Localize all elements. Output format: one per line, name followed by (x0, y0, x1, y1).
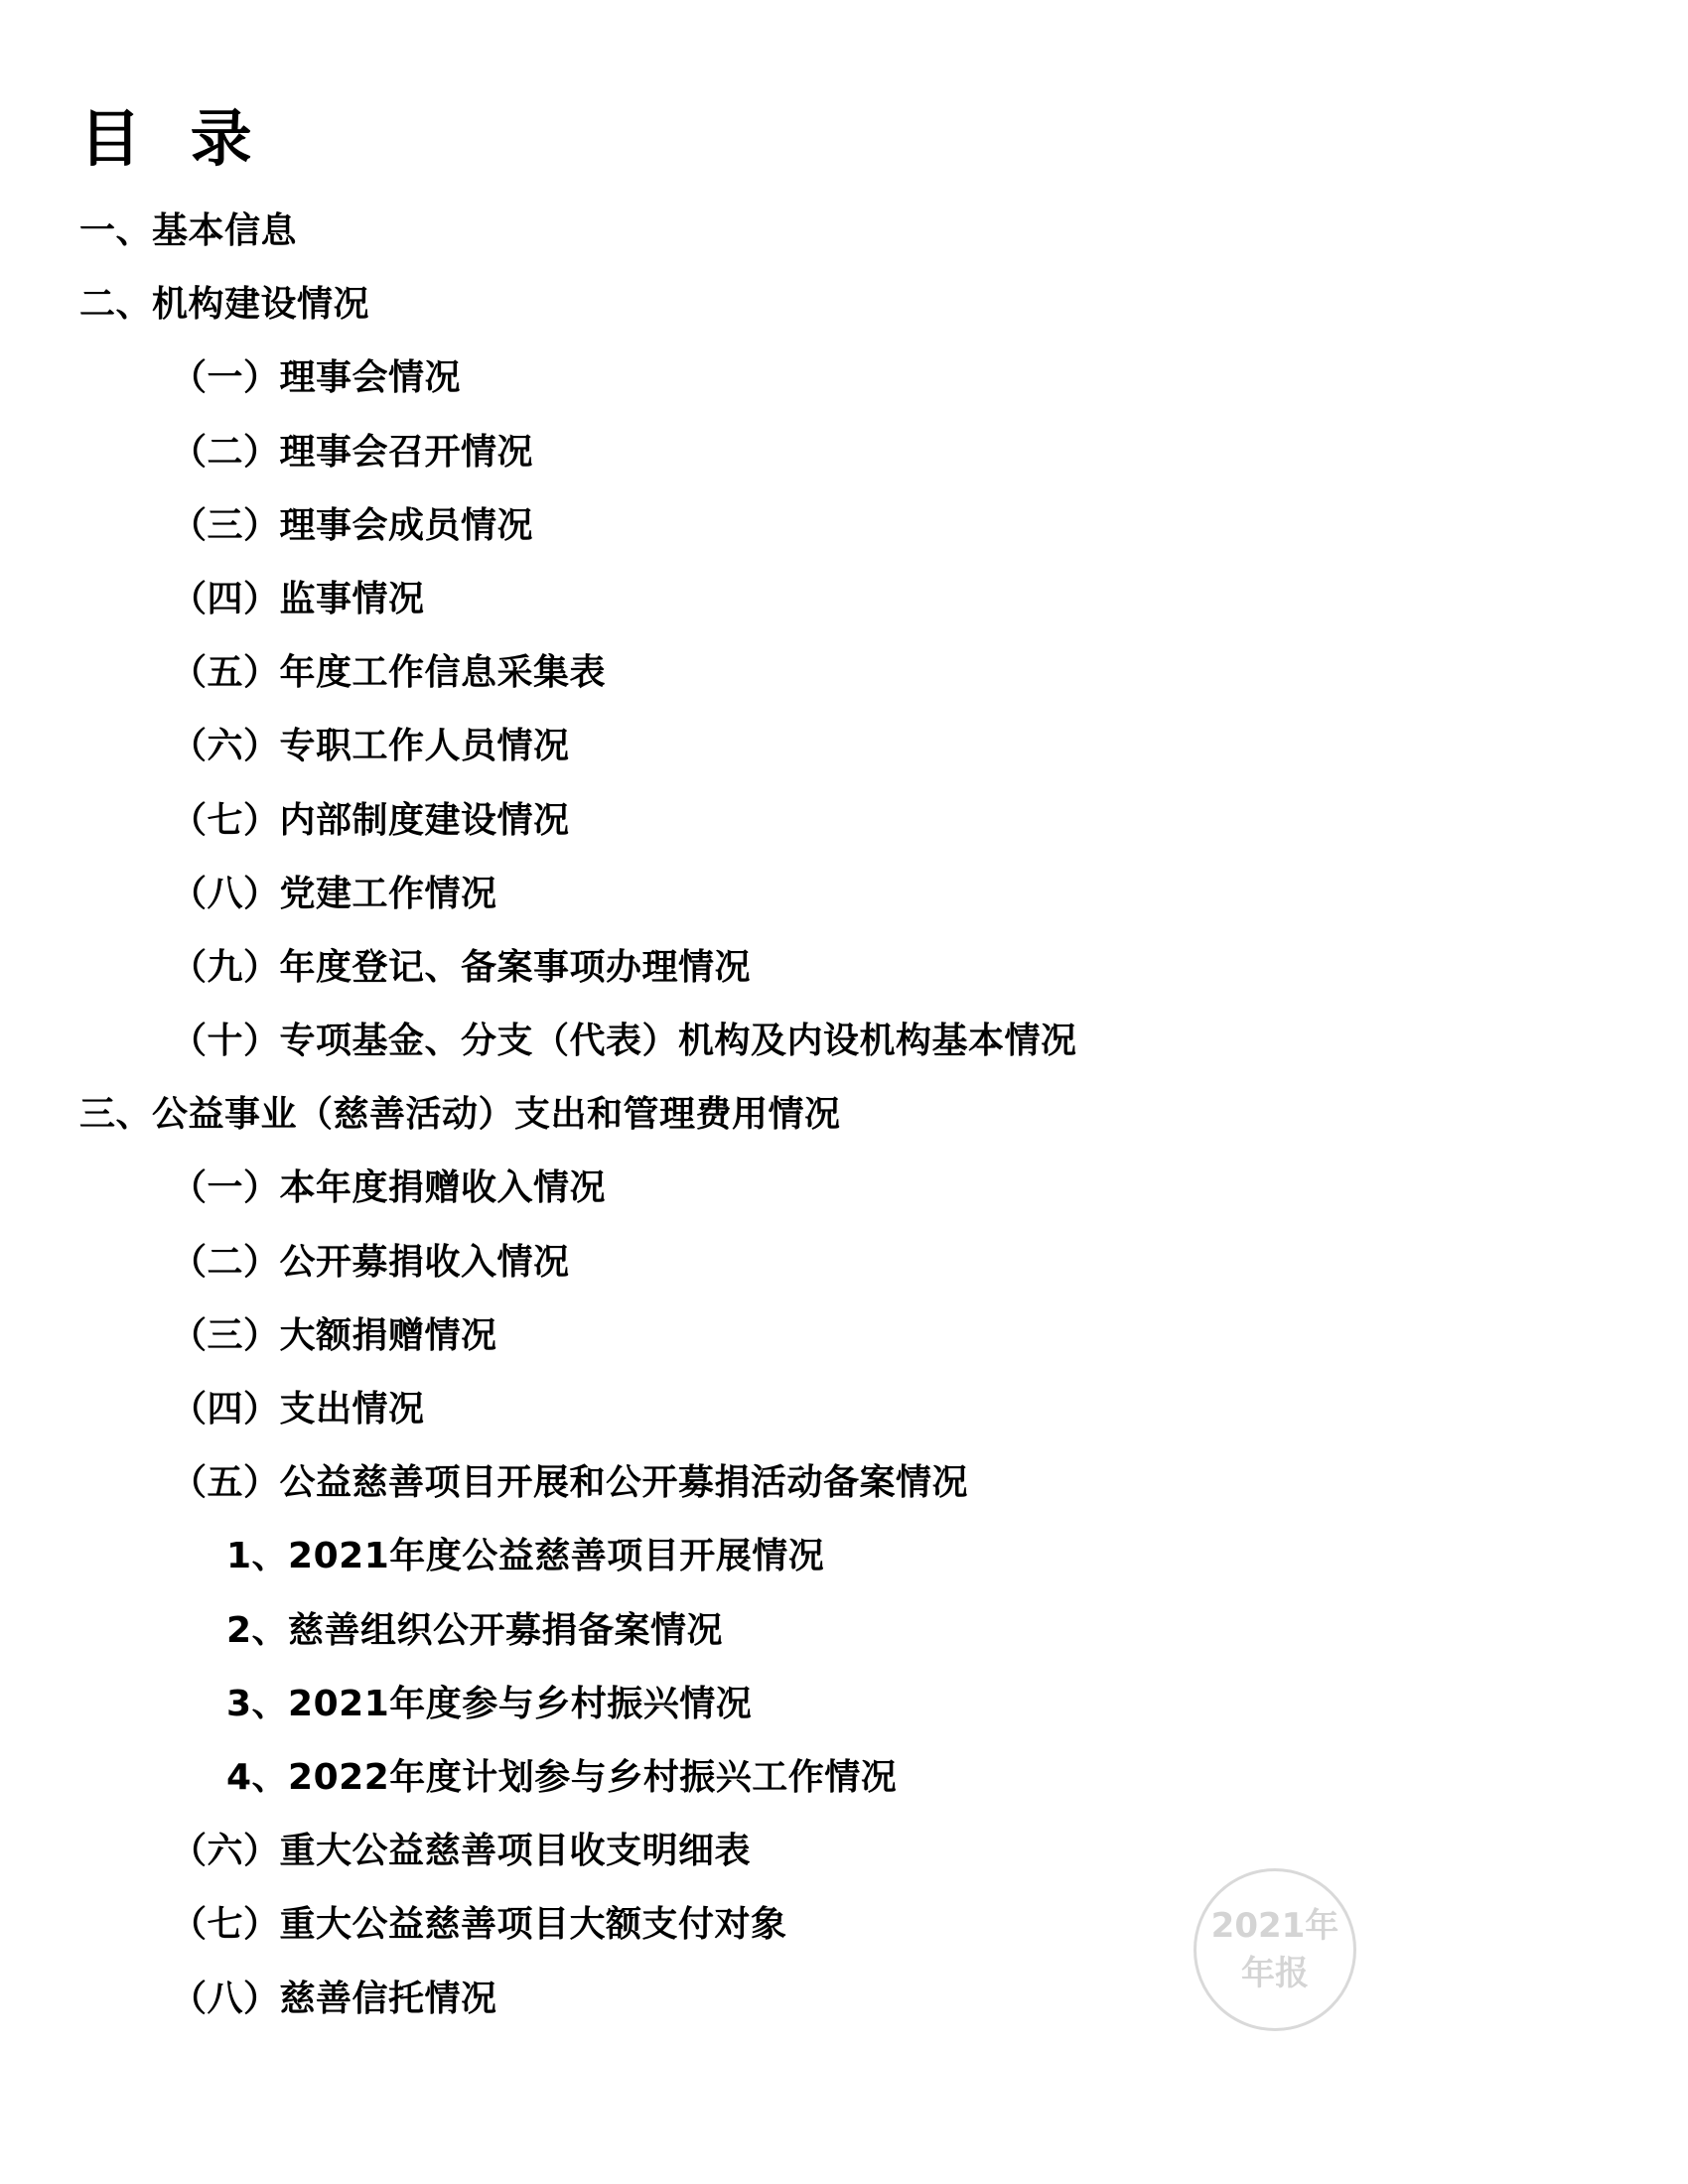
toc-entry[interactable]: （九）年度登记、备案事项办理情况 (171, 946, 752, 988)
toc-entry[interactable]: （七）重大公益慈善项目大额支付对象 (171, 1904, 787, 1946)
toc-entry[interactable]: 2、慈善组织公开募捐备案情况 (226, 1609, 724, 1651)
toc-entry[interactable]: （八）慈善信托情况 (171, 1978, 497, 2019)
toc-entry[interactable]: （十）专项基金、分支（代表）机构及内设机构基本情况 (171, 1021, 1077, 1062)
stamp-year-text: 2021年 (1210, 1906, 1339, 1946)
toc-entry[interactable]: （七）内部制度建设情况 (171, 799, 570, 841)
toc-entry[interactable]: 二、机构建设情况 (79, 284, 370, 326)
toc-entry[interactable]: （三）理事会成员情况 (171, 504, 534, 546)
toc-entry[interactable]: （八）党建工作情况 (171, 873, 497, 914)
toc-entry[interactable]: 4、2022年度计划参与乡村振兴工作情况 (226, 1756, 898, 1798)
toc-entry[interactable]: （一）理事会情况 (171, 357, 462, 399)
page-title: 目 录 (79, 102, 266, 175)
toc-entry[interactable]: （五）公益慈善项目开展和公开募捐活动备案情况 (171, 1462, 969, 1504)
toc-entry[interactable]: （四）支出情况 (171, 1389, 425, 1430)
toc-entry[interactable]: 3、2021年度参与乡村振兴情况 (226, 1683, 753, 1724)
annual-report-stamp (1194, 1868, 1356, 2031)
toc-entry[interactable]: （三）大额捐赠情况 (171, 1314, 497, 1356)
toc-entry[interactable]: 一、基本信息 (79, 210, 298, 251)
stamp-report-text: 年报 (1241, 1954, 1309, 1993)
toc-entry[interactable]: （二）理事会召开情况 (171, 431, 534, 473)
table-of-contents (0, 195, 1688, 2036)
toc-entry[interactable]: （六）专职工作人员情况 (171, 726, 570, 767)
toc-entry[interactable]: 三、公益事业（慈善活动）支出和管理费用情况 (79, 1094, 841, 1136)
toc-entry[interactable]: （一）本年度捐赠收入情况 (171, 1167, 607, 1209)
toc-entry[interactable]: （五）年度工作信息采集表 (171, 652, 607, 694)
toc-entry[interactable]: （四）监事情况 (171, 578, 425, 619)
toc-entry[interactable]: 1、2021年度公益慈善项目开展情况 (226, 1536, 825, 1577)
toc-entry[interactable]: （六）重大公益慈善项目收支明细表 (171, 1831, 752, 1872)
toc-entry[interactable]: （二）公开募捐收入情况 (171, 1241, 570, 1283)
